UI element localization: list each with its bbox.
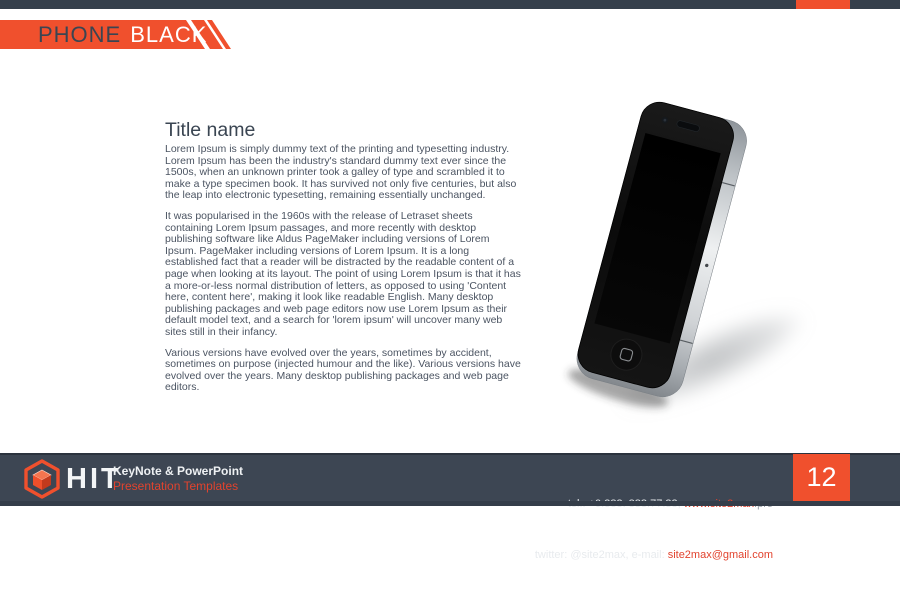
slide-title-word-phone: PHONE: [38, 21, 122, 47]
slide-title-word-black: BLACK: [130, 21, 208, 47]
contact-info: [535, 462, 773, 598]
brand-name: HIT: [66, 463, 122, 495]
content-title: Title name: [165, 119, 256, 141]
email-link[interactable]: site2max@gmail.com: [667, 549, 773, 561]
slide-title: [38, 20, 207, 49]
twitter-text: twitter: @site2max, e-mail:: [534, 549, 668, 561]
hexagon-cube-icon: [22, 458, 62, 500]
paragraph: It was popularised in the 1960s with the release of Letraset sheets containing Lorem Ipsum passages, and more recently with desktop publishing software like Aldus PageMaker including versions of Lorem Ipsum. PageMaker including versions of Lorem Ipsum. It is a long established fact that a reader will be distracted by the readable content of a page when looking at its layout. The point of using Lorem Ipsum is that it has a more-or-less normal distribution of letters, as opposed to using 'Content here, content here', making it look like readable English. Many desktop publishing packages and web page editors now use Lorem Ipsum as their default model text, and a search for 'lorem ipsum' will uncover many web sites still in their infancy.: [165, 209, 521, 338]
brand: [22, 457, 122, 501]
page-number-box: [793, 454, 850, 501]
page-number: 12: [806, 462, 837, 492]
tagline: [113, 464, 243, 494]
footer-bottom-strip: [0, 501, 900, 506]
contact-line-social: [535, 547, 773, 564]
top-bar: [0, 0, 900, 9]
phone-illustration: [520, 70, 850, 440]
paragraph: Various versions have evolved over the years, sometimes by accident, sometimes on purpose (injected humour and the like). Various versions have evolved over the years. Many desktop publishing packages and web page editors.: [165, 346, 521, 394]
paragraph: Lorem Ipsum is simply dummy text of the printing and typesetting industry. Lorem Ipsum has been the industry's standard dummy text ever since the 1500s, when an unknown printer took a galley of type and scrambled it to make a type specimen book. It has survived not only five centuries, but also the leap into electronic typesetting, remaining essentially unchanged.: [165, 143, 517, 202]
footer: [0, 453, 900, 561]
top-bar-accent: [796, 0, 850, 9]
tagline-line1: KeyNote & PowerPoint: [113, 464, 244, 478]
tagline-line2: Presentation Templates: [113, 479, 239, 493]
content-block: [165, 120, 522, 403]
